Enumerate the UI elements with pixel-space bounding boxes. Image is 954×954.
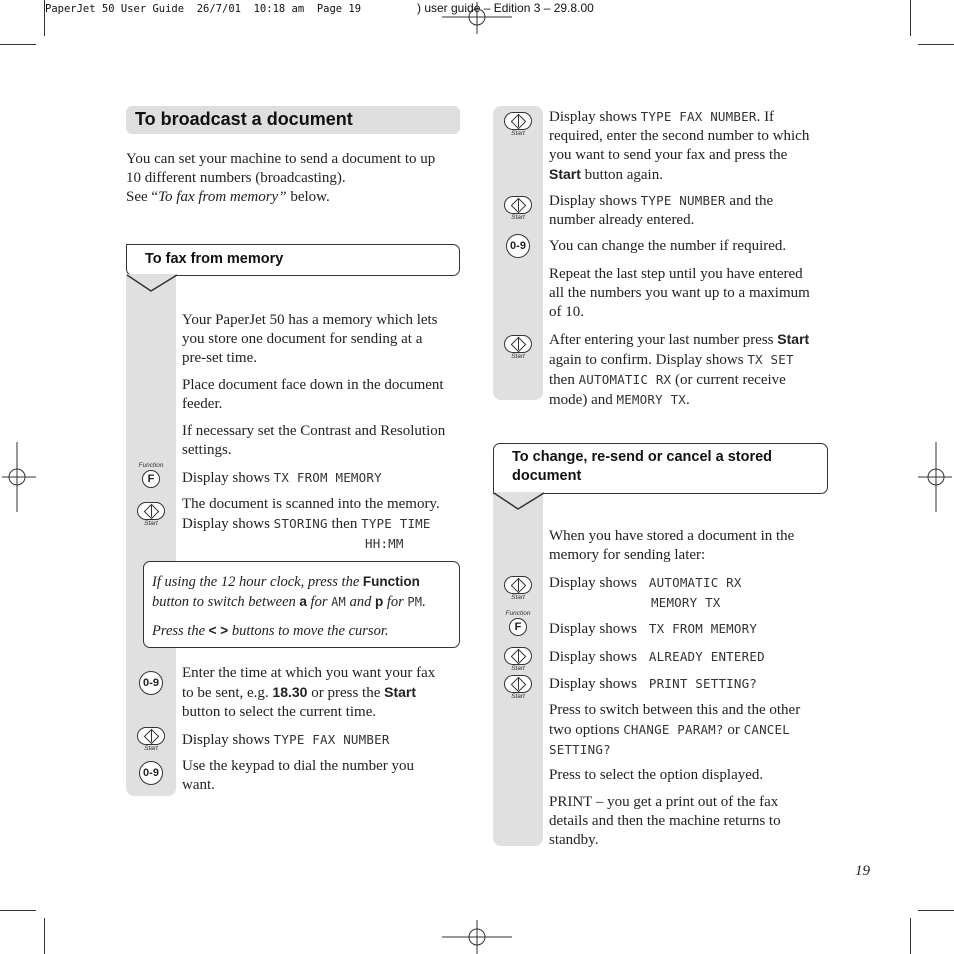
crop-mark [0,910,36,911]
function-button-icon: Function F [503,610,533,636]
memory-p7: Display shows TYPE FAX NUMBER [182,732,390,748]
note-text: If using the 12 hour clock, press the Function button to switch between a for AM and p for PM. Press the < > buttons to move the cursor. [152,574,426,639]
change-p7: Press to select the option displayed. [549,767,764,783]
intro-line: 10 different numbers (broadcasting). [126,170,346,186]
change-p6: Press to switch between this and the other two options CHANGE PARAM? or CANCEL SETTING? [549,702,801,757]
memory-p8: Use the keypad to dial the number you want. [182,758,415,793]
memory-p4: Display shows TX FROM MEMORY [182,470,382,486]
start-button-icon: Start [503,196,533,222]
memory-heading: To fax from memory [145,251,284,267]
start-button-icon: Start [136,727,166,753]
broadcast-step-5: After entering your last number press Start again to confirm. Display shows TX SET then AUTOMATIC RX (or current receive mode) and MEMORY TX. [549,331,810,408]
start-button-icon: Start [503,675,533,701]
broadcast-step-2: Display shows TYPE NUMBER and the number already entered. [549,193,774,228]
heading-pointer [493,492,545,512]
intro-see-line: See “To fax from memory” below. [126,189,330,205]
start-button-icon: Start [503,335,533,361]
memory-heading-box [126,244,460,276]
crop-mark [918,910,954,911]
registration-mark-right [918,442,952,512]
change-p3: Display shows TX FROM MEMORY [549,621,758,637]
section-title: To broadcast a document [135,109,353,129]
change-heading: To change, re-send or cancel a stored document [512,449,773,484]
keypad-icon: 0-9 [136,761,166,785]
change-p5: Display shows PRINT SETTING? [549,676,758,692]
intro-line: You can set your machine to send a document to up [126,151,436,167]
start-button-icon: Start [503,647,533,673]
crop-mark [44,918,45,954]
heading-pointer [126,274,178,294]
memory-p5: The document is scanned into the memory. Display shows STORING then TYPE TIME HH:MM [182,496,440,551]
crop-mark [910,0,911,36]
keypad-icon: 0-9 [503,234,533,258]
function-button-icon: Function F [136,462,166,488]
memory-p1: Your PaperJet 50 has a memory which lets you store one document for sending at a pre-set time. [182,312,438,366]
start-button-icon: Start [503,112,533,138]
broadcast-step-3: You can change the number if required. [549,238,787,254]
keypad-icon: 0-9 [136,671,166,695]
change-p8: PRINT – you get a print out of the fax details and then the machine returns to standby. [549,794,781,848]
memory-p6: Enter the time at which you want your fax to be sent, e.g. 18.30 or press the Start button to select the current time. [182,665,436,720]
crop-mark [910,918,911,954]
broadcast-step-1: Display shows TYPE FAX NUMBER. If required, enter the second number to which you want to send your fax and press the Start button again. [549,109,810,183]
intro-paragraph [126,150,466,207]
memory-p3: If necessary set the Contrast and Resolution settings. [182,423,446,458]
crop-mark [0,44,36,45]
start-button-icon: Start [136,502,166,528]
change-p2: Display shows AUTOMATIC RX MEMORY TX [549,575,742,610]
change-heading-box [493,443,828,494]
print-slug: PaperJet 50 User Guide 26/7/01 10:18 am Page 19 [45,3,362,15]
registration-mark-left [2,442,36,512]
change-p4: Display shows ALREADY ENTERED [549,649,765,665]
icon-strip-left [126,272,176,796]
change-p1: When you have stored a document in the memory for sending later: [549,528,795,563]
print-slug-tail: ) user guide – Edition 3 – 29.8.00 [417,1,594,15]
crop-mark [918,44,954,45]
broadcast-step-4: Repeat the last step until you have entered all the numbers you want up to a maximum of 10. [549,266,810,320]
memory-p2: Place document face down in the document feeder. [182,377,444,412]
start-button-icon: Start [503,576,533,602]
page-number: 19 [855,863,870,879]
registration-mark-bottom [442,920,512,954]
